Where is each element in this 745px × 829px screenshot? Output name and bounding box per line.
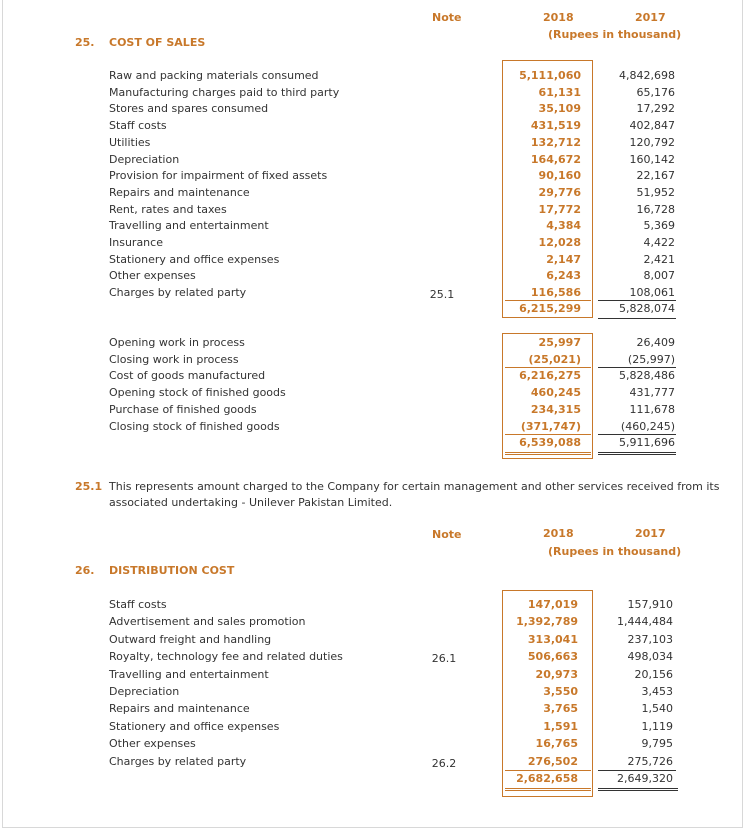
- table-row-value-2018: 147,019: [527, 598, 578, 611]
- table-row-value-2017: (25,997): [627, 352, 675, 366]
- total-value-2017: 5,911,696: [619, 436, 675, 449]
- subtotal-rule-2017-bottom: [598, 318, 676, 319]
- table-row-value-2017: 5,369: [643, 219, 675, 233]
- table-row-label: Outward freight and handling: [109, 632, 272, 646]
- table-row-value-2018: 3,550: [543, 685, 578, 698]
- current-year-highlight-box: [502, 333, 593, 459]
- table-row-value-2018: 6,216,275: [519, 369, 581, 383]
- table-row-value-2017: 5,828,486: [619, 369, 675, 383]
- table-row-value-2018: 3,765: [543, 702, 578, 716]
- table-row-value-2018: 276,502: [527, 754, 578, 768]
- table-row-label: Utilities: [109, 135, 151, 149]
- table-row-label: Staff costs: [109, 598, 167, 611]
- table-row-value-2017: 431,777: [629, 386, 675, 400]
- table-row-value-2018: 12,028: [538, 236, 581, 249]
- table-row-label: Advertisement and sales promotion: [109, 615, 306, 629]
- rule-2017: [598, 367, 676, 368]
- table-row-value-2018: (371,747): [520, 419, 581, 433]
- table-row-label: Depreciation: [109, 685, 180, 698]
- table-row-label: Rent, rates and taxes: [109, 202, 227, 216]
- table-row-label: Manufacturing charges paid to third party: [109, 85, 340, 99]
- table-row-value-2018: (25,021): [528, 352, 581, 366]
- subtotal-value-2018: 6,215,299: [519, 302, 581, 315]
- table-row-value-2017: 1,444,484: [617, 615, 673, 629]
- year-2018-header: 2018: [543, 527, 574, 540]
- table-row-value-2018: 132,712: [530, 135, 581, 149]
- table-row-value-2018: 29,776: [538, 185, 581, 199]
- table-row-value-2018: 25,997: [538, 336, 581, 349]
- table-row-label: Stationery and office expenses: [109, 252, 280, 266]
- table-row-label: Stores and spares consumed: [109, 102, 269, 116]
- section-title: DISTRIBUTION COST: [109, 564, 235, 577]
- table-row-value-2017: 9,795: [641, 737, 673, 751]
- table-row-value-2017: 108,061: [629, 286, 675, 300]
- table-row-value-2017: 275,726: [627, 754, 673, 768]
- total-double-rule-2018: [505, 790, 591, 791]
- year-2018-header: 2018: [543, 11, 574, 24]
- table-row-note: 26.2: [431, 756, 457, 770]
- table-row-value-2017: 20,156: [634, 667, 673, 681]
- total-double-rule-2018: [505, 788, 591, 789]
- section-number: 25.: [75, 36, 95, 49]
- table-row-note: 26.1: [431, 652, 457, 666]
- table-row-value-2018: 313,041: [527, 632, 578, 646]
- note-text-line-1: This represents amount charged to the Company for certain management and other services received from its: [109, 480, 720, 493]
- total-double-rule-2017: [598, 790, 678, 791]
- total-double-rule-2017: [598, 452, 676, 453]
- note-number: 25.1: [75, 480, 103, 493]
- table-row-label: Closing stock of finished goods: [109, 419, 280, 433]
- current-year-highlight-box: [502, 60, 593, 318]
- table-row-label: Travelling and entertainment: [109, 667, 269, 681]
- table-row-value-2017: 3,453: [641, 685, 673, 698]
- table-row-value-2017: 65,176: [636, 85, 675, 99]
- table-row-value-2018: 90,160: [538, 169, 581, 183]
- total-value-2018: 6,539,088: [519, 436, 581, 449]
- table-row-value-2017: 402,847: [629, 119, 675, 133]
- table-row-value-2017: 157,910: [627, 598, 673, 611]
- table-row-value-2018: 460,245: [530, 386, 581, 400]
- table-row-label: Purchase of finished goods: [109, 402, 257, 416]
- table-row-value-2017: 4,842,698: [619, 69, 675, 82]
- table-row-value-2018: 1,392,789: [516, 615, 578, 629]
- note-column-header: Note: [432, 528, 462, 541]
- year-2017-header: 2017: [635, 11, 666, 24]
- table-row-label: Other expenses: [109, 269, 196, 283]
- table-row-value-2017: 16,728: [636, 202, 675, 216]
- table-row-label: Charges by related party: [109, 286, 247, 300]
- table-row-value-2017: 2,421: [643, 252, 675, 266]
- table-row-value-2018: 35,109: [538, 102, 581, 116]
- total-value-2018: 2,682,658: [516, 772, 578, 785]
- table-row-label: Stationery and office expenses: [109, 719, 280, 733]
- table-row-label: Travelling and entertainment: [109, 219, 269, 233]
- table-row-value-2018: 6,243: [546, 269, 581, 283]
- table-row-value-2018: 164,672: [530, 152, 581, 166]
- table-row-value-2018: 431,519: [530, 119, 581, 133]
- total-value-2017: 2,649,320: [617, 772, 673, 785]
- table-row-value-2017: 1,119: [641, 719, 673, 733]
- table-row-value-2017: 1,540: [641, 702, 673, 716]
- table-row-label: Opening stock of finished goods: [109, 386, 286, 400]
- table-row-value-2018: 20,973: [535, 667, 578, 681]
- table-row-value-2018: 116,586: [530, 286, 581, 300]
- table-row-label: Other expenses: [109, 737, 196, 751]
- table-row-label: Opening work in process: [109, 336, 245, 349]
- note-text-line-2: associated undertaking - Unilever Pakistan Limited.: [109, 496, 393, 509]
- table-row-label: Royalty, technology fee and related duties: [109, 650, 343, 664]
- table-row-label: Repairs and maintenance: [109, 185, 250, 199]
- table-row-label: Repairs and maintenance: [109, 702, 250, 716]
- table-row-value-2018: 61,131: [538, 85, 581, 99]
- section-title: COST OF SALES: [109, 36, 206, 49]
- table-row-value-2017: 237,103: [627, 632, 673, 646]
- table-row-value-2018: 2,147: [546, 252, 581, 266]
- subtotal-rule-2017: [598, 300, 676, 301]
- table-row-value-2017: 120,792: [629, 135, 675, 149]
- table-row-value-2017: 4,422: [643, 236, 675, 249]
- table-row-label: Insurance: [109, 236, 163, 249]
- note-column-header: Note: [432, 11, 462, 24]
- total-double-rule-2017: [598, 454, 676, 455]
- table-row-label: Staff costs: [109, 119, 167, 133]
- table-row-label: Provision for impairment of fixed assets: [109, 169, 328, 183]
- table-row-value-2017: 26,409: [636, 336, 675, 349]
- total-rule-2018: [505, 770, 591, 771]
- table-row-value-2017: 22,167: [636, 169, 675, 183]
- section-number: 26.: [75, 564, 95, 577]
- table-row-value-2017: 51,952: [636, 185, 675, 199]
- table-row-value-2017: (460,245): [620, 419, 675, 433]
- subtotal-value-2017: 5,828,074: [619, 302, 675, 315]
- table-row-value-2017: 17,292: [636, 102, 675, 116]
- table-row-value-2017: 8,007: [643, 269, 675, 283]
- table-row-value-2017: 160,142: [629, 152, 675, 166]
- table-row-label: Cost of goods manufactured: [109, 369, 266, 383]
- table-row-label: Charges by related party: [109, 754, 247, 768]
- total-rule-2017: [598, 434, 676, 435]
- table-row-value-2017: 498,034: [627, 650, 673, 664]
- table-row-value-2017: 111,678: [629, 402, 675, 416]
- year-2017-header: 2017: [635, 527, 666, 540]
- total-rule-2017: [598, 770, 676, 771]
- table-row-label: Closing work in process: [109, 352, 239, 366]
- table-row-value-2018: 1,591: [543, 719, 578, 733]
- table-row-note: 25.1: [429, 288, 455, 302]
- unit-label: (Rupees in thousand): [548, 545, 682, 558]
- total-double-rule-2017: [598, 788, 678, 789]
- table-row-value-2018: 17,772: [538, 202, 581, 216]
- table-row-value-2018: 5,111,060: [519, 69, 581, 82]
- table-row-value-2018: 234,315: [530, 402, 581, 416]
- table-row-label: Raw and packing materials consumed: [109, 69, 319, 82]
- table-row-value-2018: 506,663: [527, 650, 578, 664]
- table-row-value-2018: 4,384: [546, 219, 581, 233]
- unit-label: (Rupees in thousand): [548, 28, 682, 41]
- table-row-label: Depreciation: [109, 152, 180, 166]
- table-row-value-2018: 16,765: [535, 737, 578, 751]
